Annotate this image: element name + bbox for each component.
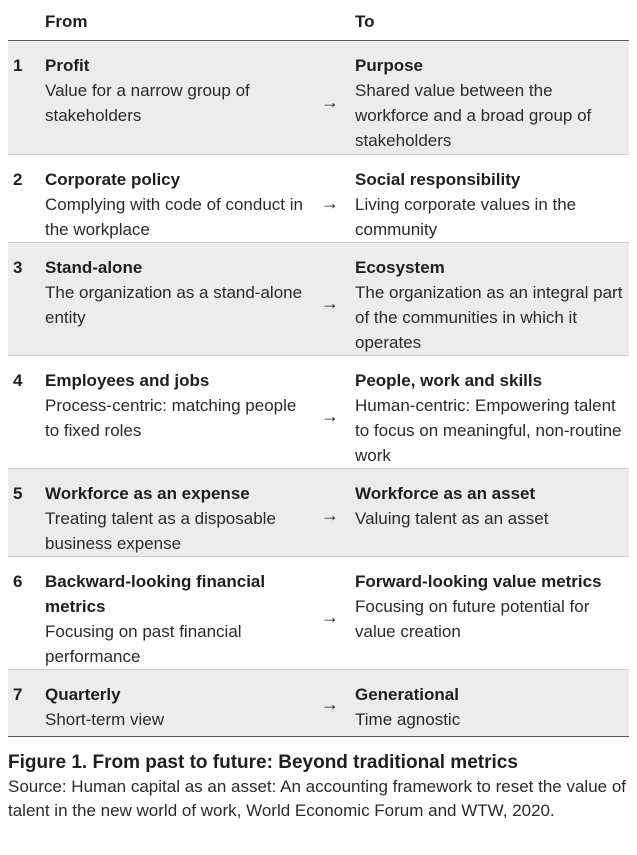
row-number: 1 bbox=[13, 56, 23, 75]
table-row bbox=[8, 41, 629, 154]
from-description: Short-term view bbox=[45, 710, 165, 729]
caption-title: Figure 1. From past to future: Beyond traditional metrics bbox=[8, 752, 518, 773]
to-cell bbox=[355, 569, 627, 644]
figure-caption bbox=[8, 751, 633, 823]
table-row bbox=[8, 670, 629, 736]
to-description: Time agnostic bbox=[355, 710, 461, 729]
row-number: 6 bbox=[13, 572, 23, 591]
to-cell bbox=[355, 255, 627, 355]
from-description: The organization as a stand-alone entity bbox=[45, 283, 303, 327]
from-cell bbox=[45, 481, 315, 556]
arrow-icon: → bbox=[321, 607, 339, 627]
to-title: Generational bbox=[355, 685, 459, 704]
arrow-icon: → bbox=[321, 193, 339, 213]
from-cell bbox=[45, 53, 315, 128]
to-description: Valuing talent as an asset bbox=[355, 509, 549, 528]
from-column-header: From bbox=[45, 12, 88, 31]
table-header bbox=[0, 0, 637, 40]
row-number: 7 bbox=[13, 685, 23, 704]
to-description: Focusing on future potential for value creation bbox=[355, 597, 590, 641]
to-cell bbox=[355, 481, 627, 531]
table-row bbox=[8, 243, 629, 355]
from-description: Process-centric: matching people to fixed roles bbox=[45, 396, 297, 440]
to-description: Human-centric: Empowering talent to focus on meaningful, non-routine work bbox=[355, 396, 622, 465]
arrow-icon: → bbox=[321, 92, 339, 112]
from-title: Backward-looking financial metrics bbox=[45, 572, 266, 616]
to-title: Forward-looking value metrics bbox=[355, 572, 602, 591]
to-cell bbox=[355, 53, 627, 153]
to-cell bbox=[355, 682, 627, 732]
arrow-icon: → bbox=[321, 293, 339, 313]
to-title: Workforce as an asset bbox=[355, 484, 536, 503]
to-title: People, work and skills bbox=[355, 371, 543, 390]
arrow-icon: → bbox=[321, 694, 339, 714]
caption-source: Source: Human capital as an asset: An accounting framework to reset the value of talent in the new world of work, World Economic Forum and WTW, 2020. bbox=[8, 777, 627, 820]
from-description: Focusing on past financial performance bbox=[45, 622, 242, 666]
from-title: Quarterly bbox=[45, 685, 121, 704]
from-description: Treating talent as a disposable business expense bbox=[45, 509, 276, 553]
from-description: Complying with code of conduct in the workplace bbox=[45, 195, 303, 239]
from-description: Value for a narrow group of stakeholders bbox=[45, 81, 250, 125]
to-title: Social responsibility bbox=[355, 170, 521, 189]
from-cell bbox=[45, 167, 315, 242]
to-description: Living corporate values in the community bbox=[355, 195, 577, 239]
row-number: 2 bbox=[13, 170, 23, 189]
row-number: 5 bbox=[13, 484, 23, 503]
from-title: Profit bbox=[45, 56, 90, 75]
table-row bbox=[8, 356, 629, 468]
to-description: The organization as an integral part of the communities in which it operates bbox=[355, 283, 623, 352]
to-title: Ecosystem bbox=[355, 258, 445, 277]
from-cell bbox=[45, 682, 315, 732]
table-row bbox=[8, 557, 629, 669]
to-cell bbox=[355, 368, 627, 468]
table-row bbox=[8, 155, 629, 242]
from-title: Stand-alone bbox=[45, 258, 143, 277]
from-title: Corporate policy bbox=[45, 170, 181, 189]
from-title: Employees and jobs bbox=[45, 371, 210, 390]
row-number: 3 bbox=[13, 258, 23, 277]
to-description: Shared value between the workforce and a broad group of stakeholders bbox=[355, 81, 592, 150]
to-title: Purpose bbox=[355, 56, 424, 75]
table-bottom-rule bbox=[8, 736, 629, 737]
from-cell bbox=[45, 569, 315, 669]
from-title: Workforce as an expense bbox=[45, 484, 250, 503]
from-cell bbox=[45, 255, 315, 330]
arrow-icon: → bbox=[321, 505, 339, 525]
row-number: 4 bbox=[13, 371, 23, 390]
to-column-header: To bbox=[355, 12, 375, 31]
arrow-icon: → bbox=[321, 406, 339, 426]
to-cell bbox=[355, 167, 627, 242]
from-cell bbox=[45, 368, 315, 443]
table-row bbox=[8, 469, 629, 556]
